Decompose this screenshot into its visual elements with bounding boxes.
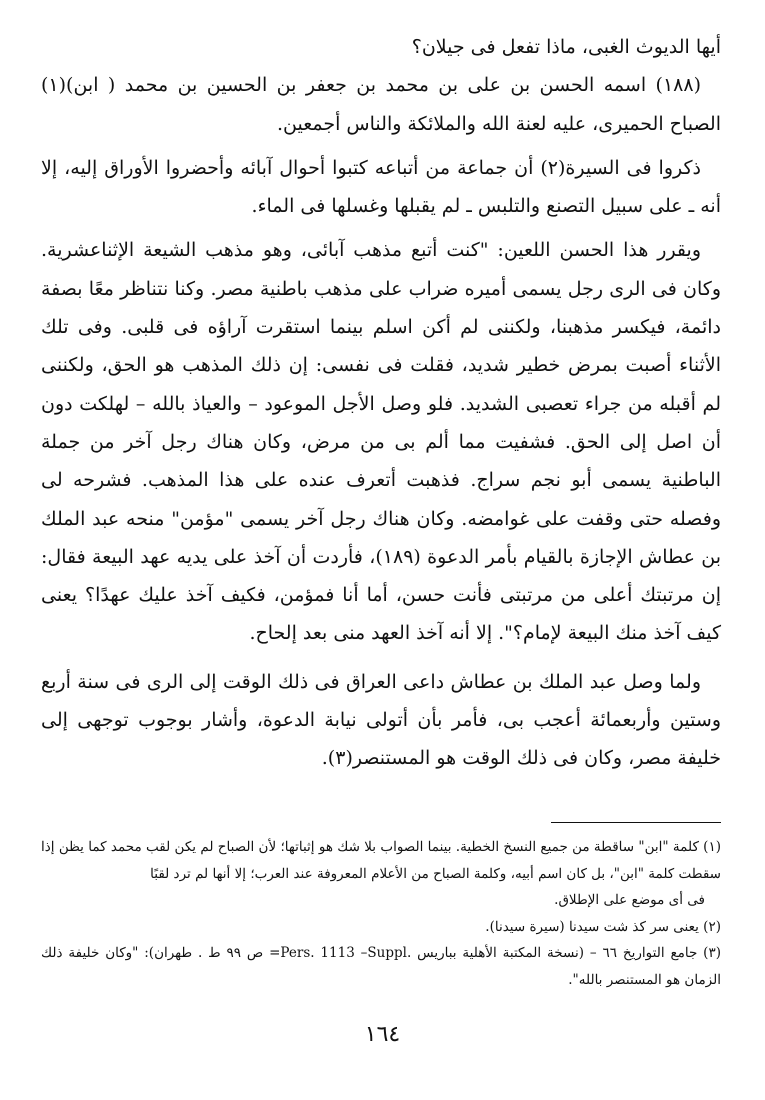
footnote-3: (٣) جامع التواريخ ٦٦ – (نسخة المكتبة الأهلية بباريس .Pers. 1113 –Suppl= ص ٩٩ ط . طهران): "وكان خليفة ذلك الزمان هو المستنصر بالله". (41, 945, 721, 988)
footnote-2: (٢) يعنى سر كذ شت سيدنا (سيرة سيدنا). (485, 918, 721, 935)
page-number: ١٦٤ (364, 1022, 401, 1047)
paragraph-final: ولما وصل عبد الملك بن عطاش داعى العراق فى ذلك الوقت إلى الرى فى سنة أربع وستين وأربعمائة أعجب بى، فأمر بأن أتولى نيابة الدعوة، وأشار بوجوب توجهى إلى خليفة مصر، وكان فى ذلك الوقت هو المستنصر(٣). (41, 670, 721, 770)
paragraph-188: (١٨٨) اسمه الحسن بن على بن محمد بن جعفر بن الحسين بن محمد ( ابن)(١) الصباح الحميرى، عليه لعنة الله والملائكة والناس أجمعين. (41, 74, 721, 135)
footnote-1-continuation: فى أى موضع على الإطلاق. (554, 892, 705, 908)
footnotes (41, 834, 721, 993)
opening-line: أيها الديوث الغبى، ماذا تفعل فى جيلان؟ (411, 36, 721, 58)
footnote-divider (551, 822, 721, 823)
main-text (41, 28, 721, 778)
footnote-1: (١) كلمة "ابن" ساقطة من جميع النسخ الخطية. بينما الصواب بلا شك هو إثباتها؛ لأن الصباح لم يكن لقب محمد كما يظن إذا سقطت كلمة "ابن"، بل كان اسم أبيه، وكلمة الصباح من الأعلام المعروفة عند العرب؛ إلا أنها لم ترد لقبًا (41, 839, 721, 882)
paragraph-confession: ويقرر هذا الحسن اللعين: "كنت أتبع مذهب آبائى، وهو مذهب الشيعة الإثناعشرية. وكان فى الرى رجل يسمى أميره ضراب على مذهب باطنية مصر. وكنا نتناظر معًا بصفة دائمة، فيكسر مذهبنا، ولكننى لم أكن اسلم بينما استقرت آراؤه فى قلبى. وفى تلك الأثناء أصبت بمرض خطير شديد، فقلت فى نفسى: إن ذلك المذهب هو الحق، ولكننى لم أقبله من جراء تعصبى الشديد. فلو وصل الأجل الموعود – والعياذ بالله – لهلكت دون أن اصل إلى الحق. فشفيت مما ألم بى من مرض، وكان هناك رجل آخر من جملة الباطنية يسمى أبو نجم سراج. فذهبت أتعرف عنده على هذا المذهب. فشرحه لى وفصله حتى وقفت على غوامضه. وكان هناك رجل آخر يسمى "مؤمن" منحه عبد الملك بن عطاش الإجازة بالقيام بأمر الدعوة (١٨٩)، فأردت أن آخذ على يديه عهد البيعة فقال: إن مرتبتك أعلى من مرتبتى فأنت حسن، أما أنا فمؤمن، فكيف آخذ عليك عهدًا؟ يعنى كيف آخذ منك البيعة لإمام؟". إلا أنه آخذ العهد منى بعد إلحاح. (41, 239, 721, 645)
paragraph-seerah: ذكروا فى السيرة(٢) أن جماعة من أتباعه كتبوا أحوال آبائه وأحضروا الأوراق إليه، إلا أنه ـ على سبيل التصنع والتلبس ـ لم يقبلها وغسلها فى الماء. (41, 156, 721, 218)
